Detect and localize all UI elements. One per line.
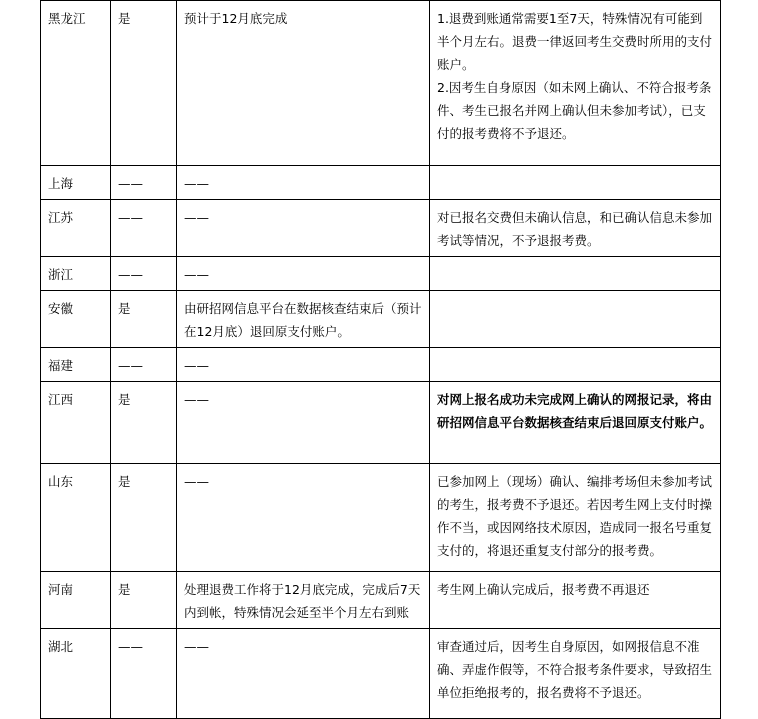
refund-time-cell: —— (177, 348, 430, 382)
refund-flag-cell: —— (111, 166, 177, 200)
note-line: 对已报名交费但未确认信息，和已确认信息未参加考试等情况，不予退报考费。 (437, 210, 713, 248)
refund-flag-cell: 是 (111, 1, 177, 166)
table-row (41, 629, 721, 719)
province-cell: 湖北 (41, 629, 111, 719)
province-cell: 浙江 (41, 257, 111, 291)
refund-note-cell (430, 257, 721, 291)
refund-time-cell: —— (177, 629, 430, 719)
province-cell: 山东 (41, 464, 111, 572)
table-row (41, 291, 721, 348)
refund-note-cell (430, 291, 721, 348)
province-cell: 安徽 (41, 291, 111, 348)
refund-flag-cell: —— (111, 348, 177, 382)
note-line: 对网上报名成功未完成网上确认的网报记录，将由研招网信息平台数据核查结束后退回原支付账户。 (437, 392, 713, 430)
refund-flag-cell: 是 (111, 382, 177, 464)
table-row (41, 257, 721, 291)
table-row (41, 200, 721, 257)
refund-note-cell (430, 1, 721, 166)
refund-flag-cell: —— (111, 257, 177, 291)
refund-note-cell (430, 200, 721, 257)
refund-flag-cell: 是 (111, 464, 177, 572)
refund-flag-cell: 是 (111, 572, 177, 629)
table-row (41, 1, 721, 166)
table-row (41, 382, 721, 464)
refund-time-cell: —— (177, 200, 430, 257)
refund-time-cell: —— (177, 464, 430, 572)
province-cell: 黑龙江 (41, 1, 111, 166)
note-line: 1.退费到账通常需要1至7天，特殊情况有可能到半个月左右。退费一律返回考生交费时所用的支付账户。 (437, 11, 713, 72)
table-row (41, 348, 721, 382)
note-line: 考生网上确认完成后，报考费不再退还 (437, 582, 650, 597)
refund-note-cell (430, 572, 721, 629)
note-line: 2.因考生自身原因（如未网上确认、不符合报考条件、考生已报名并网上确认但未参加考试），已支付的报考费将不予退还。 (437, 80, 712, 141)
province-cell: 上海 (41, 166, 111, 200)
refund-note-cell (430, 382, 721, 464)
refund-note-cell (430, 166, 721, 200)
table-row (41, 166, 721, 200)
note-line: 已参加网上（现场）确认、编排考场但未参加考试的考生，报考费不予退还。若因考生网上支付时操作不当，或因网络技术原因，造成同一报名号重复支付的，将退还重复支付部分的报考费。 (437, 474, 713, 558)
refund-time-cell: 预计于12月底完成 (177, 1, 430, 166)
refund-flag-cell: —— (111, 629, 177, 719)
province-cell: 江西 (41, 382, 111, 464)
refund-note-cell (430, 348, 721, 382)
table-body (41, 1, 721, 719)
refund-flag-cell: —— (111, 200, 177, 257)
province-cell: 河南 (41, 572, 111, 629)
refund-note-cell (430, 464, 721, 572)
table-row (41, 464, 721, 572)
refund-note-cell (430, 629, 721, 719)
refund-time-cell: —— (177, 166, 430, 200)
province-cell: 江苏 (41, 200, 111, 257)
refund-time-cell: 由研招网信息平台在数据核查结束后（预计在12月底）退回原支付账户。 (177, 291, 430, 348)
refund-flag-cell: 是 (111, 291, 177, 348)
note-line: 审查通过后，因考生自身原因，如网报信息不准确、弄虚作假等，不符合报考条件要求，导致招生单位拒绝报考的，报名费将不予退还。 (437, 639, 713, 700)
table-row (41, 572, 721, 629)
refund-policy-table (40, 0, 721, 719)
province-cell: 福建 (41, 348, 111, 382)
refund-time-cell: 处理退费工作将于12月底完成，完成后7天内到帐，特殊情况会延至半个月左右到账 (177, 572, 430, 629)
refund-time-cell: —— (177, 257, 430, 291)
refund-time-cell: —— (177, 382, 430, 464)
